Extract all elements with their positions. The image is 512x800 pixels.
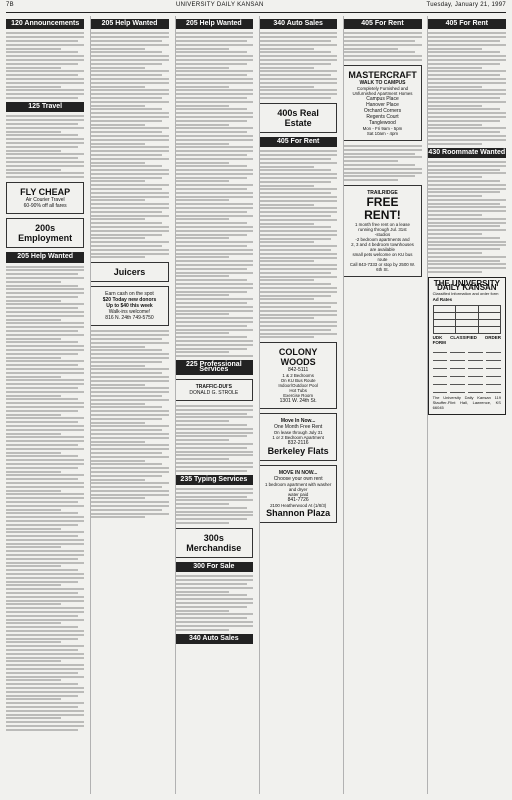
employment-header: 200s Employment xyxy=(6,218,84,248)
column-5 xyxy=(343,16,421,794)
section-forsale: 300 For Sale xyxy=(175,562,253,572)
column-divider xyxy=(427,16,428,794)
colony-woods-ad: COLONY WOODS 842-5111 1 & 2 Bedrooms On KU Bus Route Indoor/Outdoor Pool Hot Tubs Exercise Room 1301 W. 24th St. xyxy=(259,342,337,409)
masthead: UNIVERSITY DAILY KANSAN xyxy=(176,2,264,8)
rates-table xyxy=(433,305,501,334)
section-forrent-right: 405 For Rent xyxy=(428,19,506,29)
mastercraft-ad: MASTERCRAFT WALK TO CAMPUS Completely Furnished and Unfurnished Apartment Homes Campus Place Hanover Place Orchard Corners Regents Court Tanglewood Mon - Fri 9am - 5pm Sat 10am - 4pm xyxy=(343,65,421,141)
section-help2: 205 Help Wanted xyxy=(90,19,168,29)
earn-cash-ad: Earn cash on the spot $20 Today new donors Up to $40 this week Walk-ins welcome! 816 N. 24th 749-5750 xyxy=(90,286,168,326)
column-divider xyxy=(90,16,91,794)
section-prof: 225 Professional Services xyxy=(175,360,253,375)
fly-cheap-ad xyxy=(6,182,84,214)
fly-cheap-title: FLY CHEAP xyxy=(20,187,71,198)
juicers-ad: Juicers xyxy=(90,262,168,282)
date: Tuesday, January 21, 1997 xyxy=(426,2,506,8)
section-forrent-mid: 405 For Rent xyxy=(343,19,421,29)
classified-order-form xyxy=(428,277,506,415)
realestate-header: 400s Real Estate xyxy=(259,103,337,133)
column-1 xyxy=(6,16,84,794)
section-help3: 205 Help Wanted xyxy=(175,19,253,29)
form-title: THE UNIVERSITY DAILY KANSAN xyxy=(433,279,500,293)
section-announcements: 120 Announcements xyxy=(6,19,84,29)
column-4 xyxy=(259,16,337,794)
classified-columns xyxy=(6,16,506,794)
fly-cheap-deal: 60-90% off all fares xyxy=(23,203,67,210)
section-autosales-2: 340 Auto Sales xyxy=(175,634,253,644)
header-rule xyxy=(6,12,506,13)
column-3 xyxy=(175,16,253,794)
fly-cheap-sub: Air Courier Travel xyxy=(25,197,65,204)
page-number: 7B xyxy=(6,2,14,8)
section-autosales: 340 Auto Sales xyxy=(259,19,337,29)
section-help1: 205 Help Wanted xyxy=(6,252,84,262)
form-order-title: UDK CLASSIFIED ORDER FORM xyxy=(432,335,501,345)
column-divider xyxy=(343,16,344,794)
form-footer: The University Daily Kansan 119 Stauffer-Flint Hall, Lawrence, KS 66045 xyxy=(432,395,501,411)
column-divider xyxy=(259,16,260,794)
trailridge-ad: TRAILRIDGE FREE RENT! 1 month free rent on a lease running through Jul. 31st -studios -2 bedroom apartments and 2, 3 and 4 bedroom townhouses are available small pets welcome on KU bus route Call 843-7333 or stop by 2500 W. 6th St. xyxy=(343,185,421,277)
column-divider xyxy=(175,16,176,794)
section-roommate: 430 Roommate Wanted xyxy=(428,148,506,158)
section-typing: 235 Typing Services xyxy=(175,475,253,485)
form-subtitle: Classified Information and order form xyxy=(432,290,499,296)
section-forrent-left: 405 For Rent xyxy=(259,137,337,147)
page-header xyxy=(6,0,506,10)
column-2 xyxy=(90,16,168,794)
move-in-now-2-ad: MOVE IN NOW... Choose your own rent 1 bedroom apartment with washer and dryer water paid 841-7726 2100 Heatherwood At (1/8/3) Shannon Plaza xyxy=(259,465,337,523)
traffic-ad: TRAFFIC-DUI'S DONALD G. STROLE xyxy=(175,379,253,401)
section-travel: 125 Travel xyxy=(6,102,84,112)
move-in-now-ad: Move In Now... One Month Free Rent On lease through July 31 1 or 2 Bedroom Apartment 832-2116 Berkeley Flats xyxy=(259,413,337,461)
column-6 xyxy=(428,16,506,794)
merch-header: 300s Merchandise xyxy=(175,528,253,558)
form-rates-label: Ad Rates xyxy=(432,296,453,302)
